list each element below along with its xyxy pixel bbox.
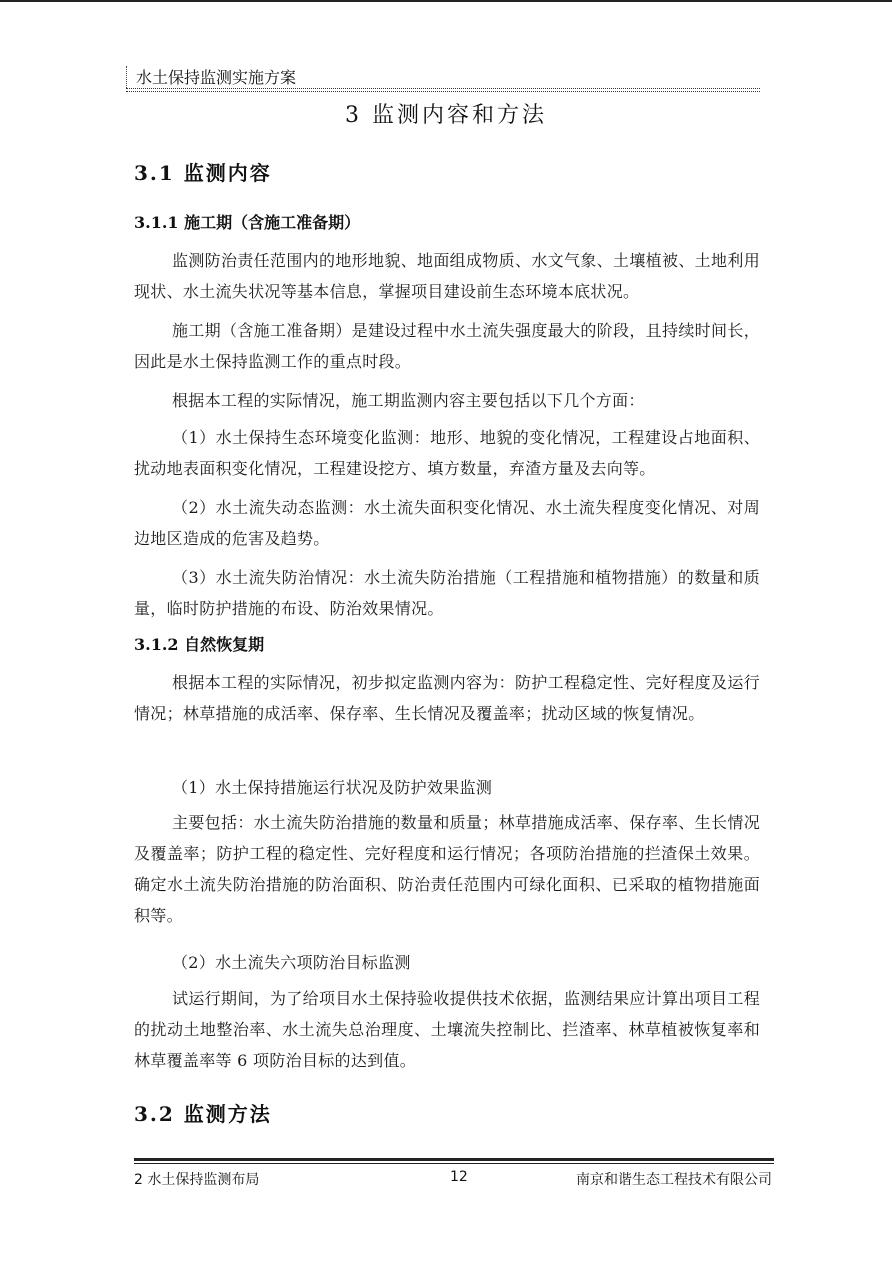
paragraph: 监测防治责任范围内的地形地貌、地面组成物质、水文气象、土壤植被、土地利用现状、水土流失状况等基本信息，掌握项目建设前生态环境本底状况。 <box>134 251 760 301</box>
paragraph: （2）水土流失六项防治目标监测 <box>172 953 411 972</box>
paragraph: 根据本工程的实际情况，施工期监测内容主要包括以下几个方面： <box>172 391 645 410</box>
chapter-title: 3 监测内容和方法 <box>345 103 547 128</box>
paragraph: 试运行期间，为了给项目水土保持验收提供技术依据，监测结果应计算出项目工程的扰动土地整治率、水土流失总治理度、土壤流失控制比、拦渣率、林草植被恢复率和林草覆盖率等 6 项防治目标的达到值。 <box>134 989 760 1070</box>
section-heading-3-1: 3.1 监测内容 <box>134 161 272 185</box>
subsection-heading-3-1-1: 3.1.1 施工期（含施工准备期） <box>134 213 361 232</box>
running-header <box>134 62 760 90</box>
header-marker <box>126 66 127 88</box>
paragraph: （1）水土保持措施运行状况及防护效果监测 <box>172 778 493 797</box>
list-item-paragraph: （2）水土流失动态监测：水土流失面积变化情况、水土流失程度变化情况、对周边地区造成的危害及趋势。 <box>134 498 760 548</box>
paragraph: 主要包括：水土流失防治措施的数量和质量；林草措施成活率、保存率、生长情况及覆盖率；防护工程的稳定性、完好程度和运行情况；各项防治措施的拦渣保土效果。确定水土流失防治措施的防治面积、防治责任范围内可绿化面积、已采取的植物措施面积等。 <box>134 813 760 925</box>
header-rule <box>126 88 760 89</box>
page-number: 12 <box>450 1169 468 1185</box>
paragraph: 施工期（含施工准备期）是建设过程中水土流失强度最大的阶段，且持续时间长，因此是水土保持监测工作的重点时段。 <box>134 321 760 371</box>
section-heading-3-2: 3.2 监测方法 <box>134 1102 272 1126</box>
top-border <box>0 0 892 2</box>
footer-company: 南京和谐生态工程技术有限公司 <box>576 1172 772 1188</box>
paragraph: 根据本工程的实际情况，初步拟定监测内容为：防护工程稳定性、完好程度及运行情况；林草措施的成活率、保存率、生长情况及覆盖率；扰动区域的恢复情况。 <box>134 673 760 723</box>
footer-rule <box>134 1158 774 1161</box>
list-item-paragraph: （1）水土保持生态环境变化监测：地形、地貌的变化情况，工程建设占地面积、扰动地表面积变化情况，工程建设挖方、填方数量，弃渣方量及去向等。 <box>134 428 760 478</box>
footer-rule-secondary <box>134 1163 774 1164</box>
footer-chapter: 2 水土保持监测布局 <box>134 1172 260 1188</box>
list-item-paragraph: （3）水土流失防治情况：水土流失防治措施（工程措施和植物措施）的数量和质量，临时防护措施的布设、防治效果情况。 <box>134 568 760 618</box>
header-rule-secondary <box>126 91 760 92</box>
header-title: 水土保持监测实施方案 <box>136 68 297 87</box>
subsection-heading-3-1-2: 3.1.2 自然恢复期 <box>134 635 265 654</box>
